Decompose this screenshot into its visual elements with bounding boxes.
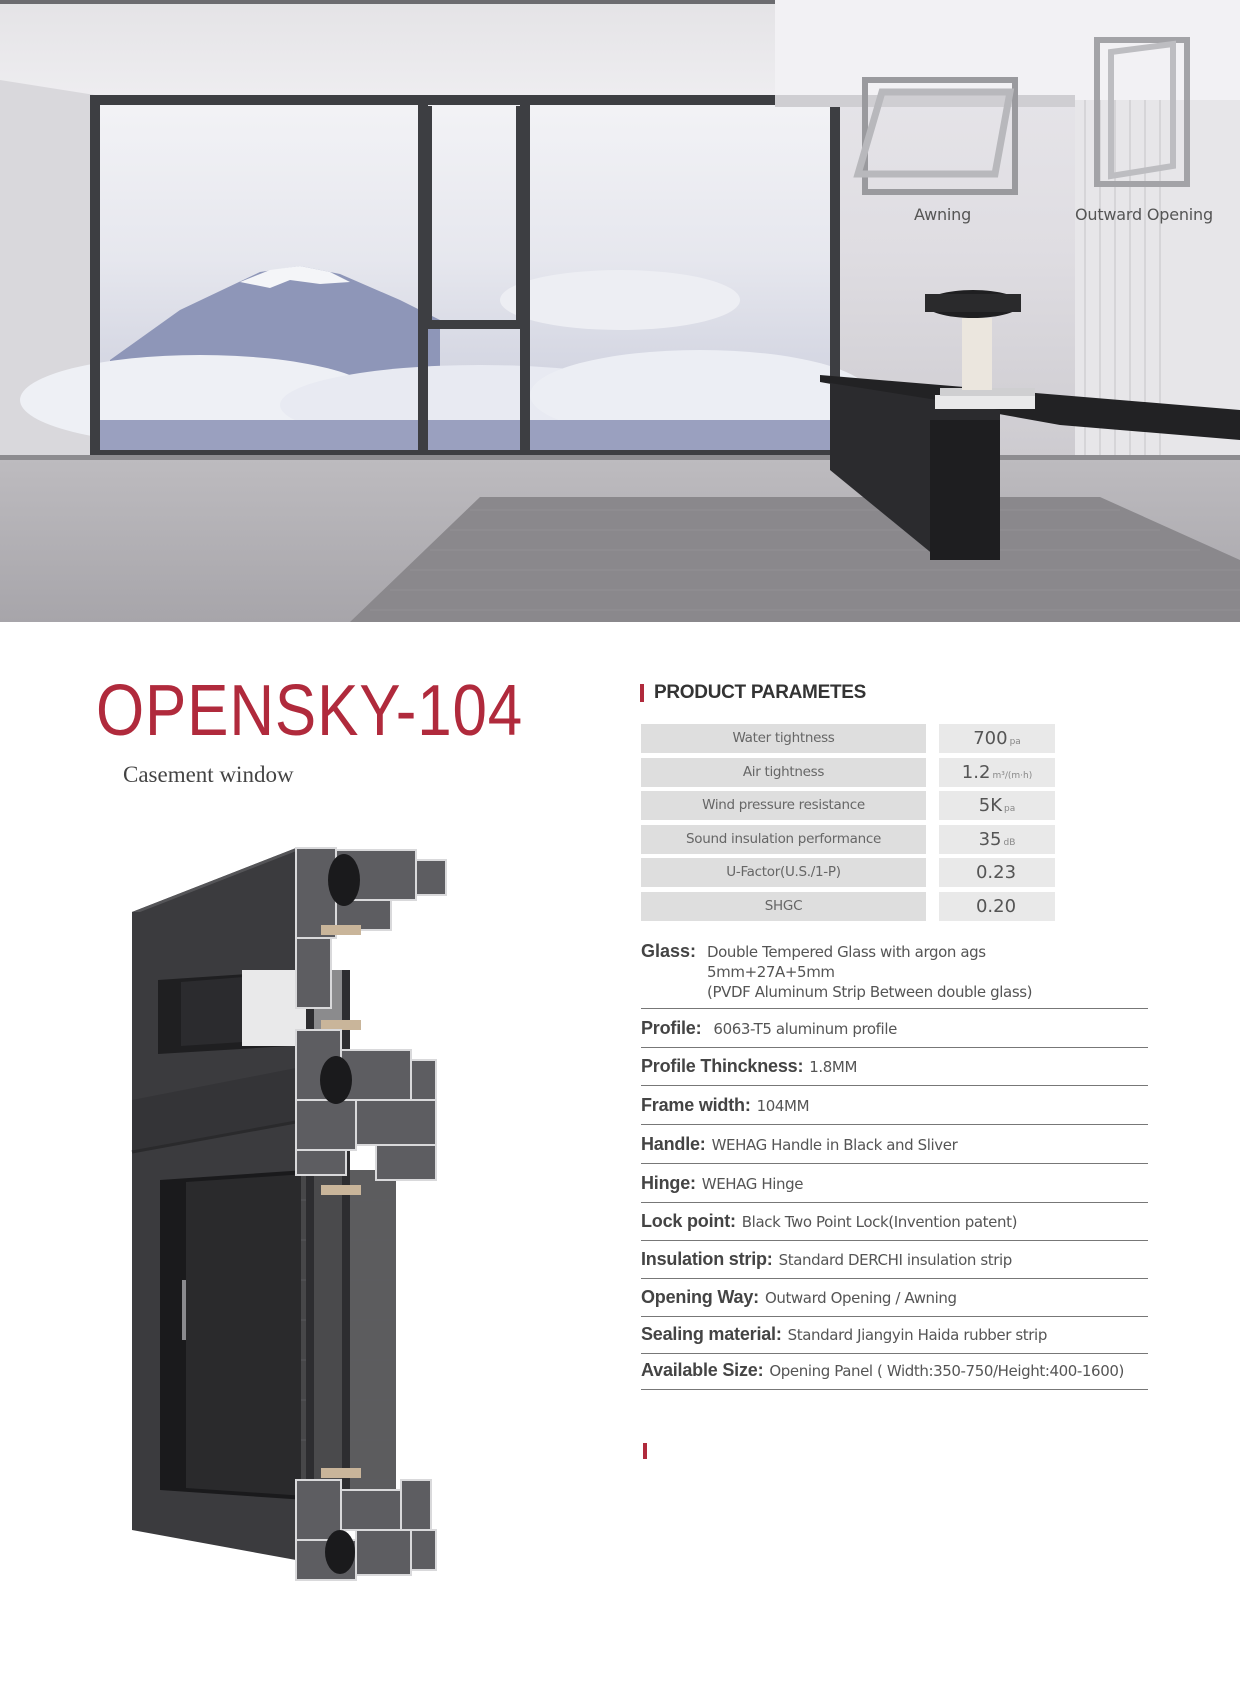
hero-photo [0,0,1240,622]
param-value-cell [939,758,1055,787]
spec-row [641,1167,1148,1203]
param-row [641,892,1057,921]
param-value-cell [939,791,1055,820]
spec-row [641,1012,1148,1048]
product-subtitle: Casement window [123,762,294,787]
param-value: 5K [978,795,1003,816]
spec-row [641,1318,1148,1354]
spec-value: WEHAG Handle in Black and Sliver [711,1136,958,1154]
profile-cross-section-image [126,840,466,1600]
param-name: SHGC [641,892,926,921]
param-value-cell [939,858,1055,887]
spec-row [641,1281,1148,1317]
param-name: Air tightness [641,758,926,787]
param-unit: m³/(m·h) [992,770,1033,781]
param-value: 35 [978,828,1002,850]
outward-opening-window-icon [1093,36,1191,188]
param-value: 700 [973,728,1008,749]
param-value: 0.20 [975,895,1017,917]
spec-key: Profile: [641,1018,702,1038]
param-value: 0.23 [975,862,1017,883]
accent-tick [643,1443,647,1459]
param-row [641,825,1057,854]
spec-value: Standard DERCHI insulation strip [778,1251,1012,1269]
param-unit: pa [1009,737,1021,747]
spec-row [641,1050,1148,1086]
spec-key: Handle: [641,1134,706,1154]
spec-value: Outward Opening / Awning [764,1289,957,1307]
spec-key: Available Size: [641,1360,764,1380]
param-value-cell [939,724,1055,753]
spec-key: Insulation strip: [641,1249,773,1269]
spec-value: WEHAG Hinge [701,1175,804,1193]
product-title: OPENSKY-104 [96,671,524,751]
spec-row [641,1128,1148,1164]
param-unit: pa [1004,804,1016,814]
spec-row [641,1089,1148,1125]
spec-key: Frame width: [641,1095,751,1115]
param-name: Wind pressure resistance [641,791,926,820]
spec-key: Hinge: [641,1173,696,1193]
param-value-cell [939,892,1055,921]
spec-key: Glass: [641,941,697,961]
param-unit: dB [1003,837,1016,848]
param-row [641,758,1057,787]
spec-glass-value [707,942,1032,1002]
spec-row [641,1354,1148,1390]
spec-value: 104MM [756,1097,810,1115]
param-name: U-Factor(U.S./1-P) [641,858,926,887]
param-row [641,791,1057,820]
parameters-table [641,724,1057,925]
param-value-cell [939,825,1055,854]
room-illustration [0,0,1240,622]
param-row [641,858,1057,887]
spec-row [641,1205,1148,1241]
spec-key: Opening Way: [641,1287,759,1307]
outward-opening-label: Outward Opening [1075,205,1213,224]
param-name: Sound insulation performance [641,825,926,854]
spec-value: 6063-T5 aluminum profile [713,1020,897,1038]
spec-glass-line: 5mm+27A+5mm [707,963,835,981]
product-parameters-heading: PRODUCT PARAMETES [640,684,866,702]
spec-key: Sealing material: [641,1324,782,1344]
spec-value: Black Two Point Lock(Invention patent) [741,1213,1018,1231]
param-name: Water tightness [641,724,926,753]
awning-label: Awning [914,205,972,224]
spec-value: 1.8MM [809,1058,857,1076]
awning-window-icon [850,76,1020,198]
spec-key: Profile Thinckness: [641,1056,804,1076]
spec-glass-line: (PVDF Aluminum Strip Between double glass) [707,983,1033,1001]
spec-value: Opening Panel ( Width:350-750/Height:400-1600) [769,1362,1124,1380]
spec-glass [641,939,1148,1009]
spec-value: Standard Jiangyin Haida rubber strip [787,1326,1047,1344]
param-row [641,724,1057,753]
spec-row [641,1243,1148,1279]
param-value: 1.2 [961,761,991,783]
spec-key: Lock point: [641,1211,736,1231]
spec-glass-line: Double Tempered Glass with argon ags [707,943,986,961]
